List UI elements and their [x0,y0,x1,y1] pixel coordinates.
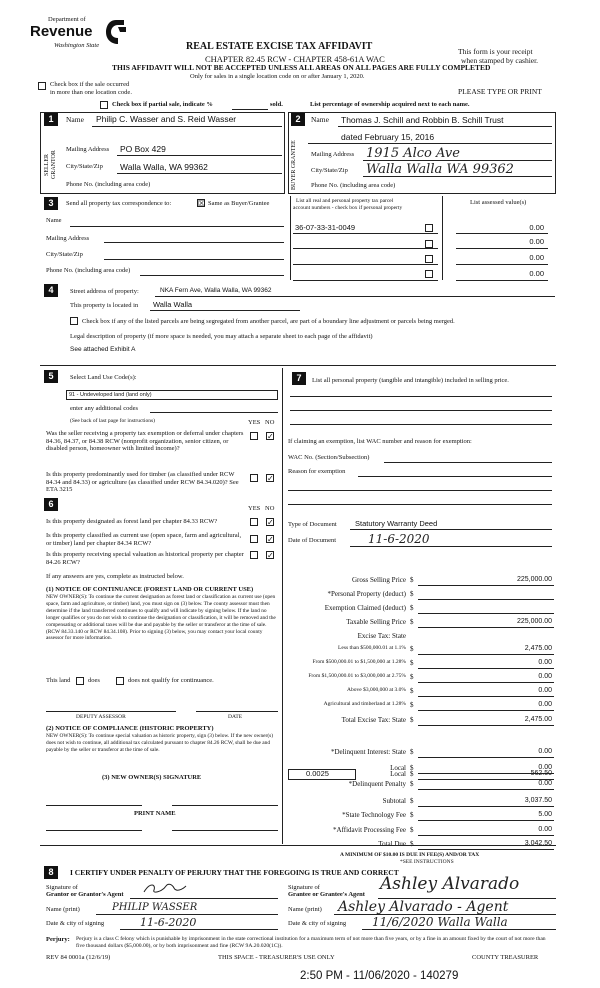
tax-row-value[interactable]: 225,000.00 [516,618,552,625]
s1-phone-label: Phone No. (including area code) [66,181,151,188]
s6-new-owner-sig: (3) NEW OWNER(S) SIGNATURE [102,774,202,781]
s5-land-use-label: Select Land Use Code(s): [70,374,137,381]
s6-print-line-b [172,830,278,831]
tax-row-label: *Delinquent Penalty [348,780,406,788]
s5-additional-line [150,412,278,413]
parcel-value-4[interactable]: 0.00 [529,269,544,278]
s7-reason-label: Reason for exemption [288,468,346,475]
s6-sig-line-b [172,805,278,806]
s1-city-label: City/State/Zip [66,163,103,170]
partial-sale-line [232,109,268,110]
tax-row-value[interactable]: 5.00 [538,811,552,818]
s6-does-checkbox[interactable] [76,677,84,685]
tax-row-label: Local [390,764,406,772]
s8-sig-grantor-label-2: Grantor or Grantor's Agent [46,891,124,898]
buyer-grantee-label: BUYER GRANTEE [291,140,297,190]
s8-grantee-date[interactable]: 11/6/2020 Walla Walla [372,915,508,929]
tax-row-label: Taxable Selling Price [346,618,406,626]
s5-q2-no-checkbox[interactable]: ✓ [267,474,274,483]
dollar-sign: $ [410,840,414,848]
dollar-sign: $ [410,797,414,805]
s8-sig-grantee-label-1: Signature of [288,884,320,891]
dollar-sign: $ [410,764,414,772]
s5-q1-no-checkbox[interactable]: ✓ [267,432,274,441]
s6-deputy-label: DEPUTY ASSESSOR [76,714,126,720]
parcel-line-3 [293,264,438,265]
value-line-3 [456,264,548,265]
s8-grantee-signature[interactable]: Ashley Alvarado [380,874,520,894]
dollar-sign: $ [410,687,414,695]
s6-does-not-checkbox[interactable] [116,677,124,685]
tax-row-line [418,627,554,628]
s8-grantor-name[interactable]: PHILIP WASSER [112,902,198,913]
s6-deputy-line [46,711,176,712]
s1-name-line [92,126,282,127]
s3-parcel-header-1: List all real and personal property tax parcel [296,198,394,204]
warning-banner: THIS AFFIDAVIT WILL NOT BE ACCEPTED UNLESS ALL AREAS ON ALL PAGES ARE FULLY COMPLETED [112,63,491,72]
parcel-personal-checkbox-1[interactable] [425,224,433,232]
tax-row-label: Subtotal [382,797,406,805]
parcel-value-2[interactable]: 0.00 [529,237,544,246]
s4-legal-value[interactable]: See attached Exhibit A [70,346,136,353]
s7-line-3 [290,424,552,425]
perjury-text: Perjury is a class C felony which is punishable by imprisonment in the state correctional institution for a maximum term of not more than five years, or by a fine in an amount fixed by the court of not more than five thousand dollars ($5,000.00), or by both imprisonment and fine (RCW 9A.20.020(1C)). [76,936,546,949]
tax-row-label: Agricultural and timberland at 1.28% [323,701,406,707]
s8-date-place-label: Date & city of signing [46,920,105,927]
dollar-sign: $ [410,590,414,598]
receipt-note-2: when stamped by cashier. [461,56,539,65]
s1-name-value[interactable]: Philip C. Wasser and S. Reid Wasser [96,114,237,124]
dollar-sign: $ [410,673,414,681]
s6-q1-yes-checkbox[interactable] [250,518,258,526]
parcel-value-3[interactable]: 0.00 [529,253,544,262]
form-subtitle: CHAPTER 82.45 RCW - CHAPTER 458-61A WAC [205,54,385,64]
s6-notice2-title: (2) NOTICE OF COMPLIANCE (HISTORIC PROPERTY) [46,725,214,732]
s6-does: does [88,677,100,684]
tax-row-value[interactable]: 225,000.00 [516,576,552,583]
receipt-stamp: 2:50 PM - 11/06/2020 - 140279 [300,970,459,982]
s8-grantee-date-line [362,929,556,930]
tax-row-line [418,613,554,614]
dollar-sign: $ [410,576,414,584]
s1-city-value[interactable]: Walla Walla, WA 99362 [120,162,208,172]
s7-doc-type-line [350,529,552,530]
land-use-value: 91 - Undeveloped land (land only) [69,392,152,398]
s7-personal-property: List all personal property (tangible and intangible) included in selling price. [312,377,509,384]
s7-doc-type-value[interactable]: Statutory Warranty Deed [355,519,438,528]
tax-row-line [418,806,554,807]
s8-grantee-name[interactable]: Ashley Alvarado - Agent [338,899,509,915]
s2-city-value[interactable]: Walla Walla WA 99362 [366,162,514,177]
s3-city-label: City/State/Zip [46,251,83,258]
tax-row-line [418,849,554,850]
section-2-number: 2 [291,113,305,126]
s6-q3-no-checkbox[interactable]: ✓ [267,551,274,560]
ownership-note: List percentage of ownership acquired next to each name. [310,101,470,108]
dollar-sign: $ [410,826,414,834]
dollar-sign: $ [410,716,414,724]
tax-row-value[interactable]: 0.00 [538,826,552,833]
s3-name-label: Name [46,217,62,224]
multi-location-checkbox[interactable] [38,82,46,90]
s5-q2: Is this property predominantly used for timber (as classified under RCW 84.34 and 84.33) or agriculture (as classified under RCW 84.34.020)? See ETA 3215 [46,471,239,493]
tax-row-label: *Personal Property (deduct) [327,590,406,598]
s6-q1: Is this property designated as forest land per chapter 84.33 RCW? [46,518,218,525]
tax-row-label: Exemption Claimed (deduct) [324,604,406,612]
s6-does-not: does not qualify for continuance. [128,677,214,684]
partial-sale-checkbox[interactable] [100,101,108,109]
parcel-account-1[interactable]: 36-07-33-31-0049 [295,223,356,232]
tax-row-label: Excise Tax: State [357,632,406,640]
s7-reason-line-2 [288,490,552,491]
s6-no-header: NO [265,505,275,512]
multi-location-label-b: in more than one location code. [50,89,132,96]
s6-this-land: This land [46,677,71,684]
s4-located-label: This property is located in [70,302,139,309]
tax-row-value[interactable]: 0.00 [538,673,552,680]
s6-date-label: DATE [228,714,243,720]
s1-name-label: Name [66,115,84,124]
s6-print-line-a [46,830,142,831]
s5-q1-yes-checkbox[interactable] [250,432,258,440]
tax-see-instructions: *SEE INSTRUCTIONS [400,859,454,865]
s8-sig-grantor-label-1: Signature of [46,884,78,891]
s7-line-1 [290,396,552,397]
tax-row-label: From $1,500,000.01 to $3,000,000 at 2.75% [308,673,406,679]
tax-row-line [418,696,554,697]
s7-exemption-label: If claiming an exemption, list WAC number and reason for exemption: [288,438,472,445]
value-line-1 [456,233,548,234]
tax-row-label: Total Excise Tax: State [341,716,406,724]
dollar-sign: $ [410,618,414,626]
s6-notice2-body: NEW OWNER(S): To continue special valuation as historic property, sign (3) below. If the new owner(s) does not wish to continue, all additional tax calculated pursuant to chapter 84.26 RCW, shall be due and payable by the seller or transferor at the time of sale. [46,733,274,753]
grantor-signature-scribble [140,880,190,896]
tax-row-value[interactable]: 3,037.50 [524,797,552,804]
dollar-sign: $ [410,604,414,612]
tax-row-line [418,789,554,790]
s2-city-label: City/State/Zip [311,167,348,174]
s6-q2: Is this property classified as current use (open space, farm and agricultural, or timber) land per chapter 84.34 RCW? [46,532,242,547]
s3-parcel-header-2: account numbers - check box if personal property [293,205,403,211]
s2-name-label: Name [311,115,329,124]
tax-row-line [418,668,554,669]
s2-phone-label: Phone No. (including area code) [311,182,396,189]
footer-space: THIS SPACE - TREASURER'S USE ONLY [218,954,335,961]
partial-sale-label: Check box if partial sale, indicate % [112,101,213,108]
s1-mailing-value[interactable]: PO Box 429 [120,144,166,154]
receipt-note-1: This form is your receipt [458,47,533,56]
s5-see-back: (See back of last page for instructions) [70,418,155,424]
s2-name-value-2[interactable]: dated February 15, 2016 [341,132,435,142]
section-1-number: 1 [44,113,58,126]
tax-row-value[interactable]: 0.00 [538,748,552,755]
s8-grantor-name-line [96,914,278,915]
s4-street-line [155,296,555,297]
tax-row-label: From $500,000.01 to $1,500,000 at 1.28% [312,659,406,665]
tax-row-line [418,585,554,586]
sold-label: sold. [270,101,283,108]
dollar-sign: $ [410,659,414,667]
multi-location-label-a: Check box if the sale occurred [50,81,130,88]
tax-row-label: Above $3,000,000 at 3.0% [347,687,406,693]
section-5-number: 5 [44,370,58,383]
dollar-sign: $ [410,770,414,778]
s7-reason-line-3 [288,504,552,505]
s3-city-line [104,259,284,260]
s3-phone-line [140,275,284,276]
section-4-number: 4 [44,284,58,297]
s8-name-print-label: Name (print) [46,906,80,913]
s7-doc-date-label: Date of Document [288,537,337,544]
s8-grantee-date-label: Date & city of signing [288,920,347,927]
s2-mailing-value[interactable]: 1915 Alco Ave [366,146,460,161]
logo-emblem-icon [104,18,128,46]
s4-legal-label: Legal description of property (if more space is needed, you may attach a separate sheet to each page of the affidavit) [70,333,373,340]
s5-additional-label: enter any additional codes [70,405,139,412]
s8-top-line [40,845,556,846]
s6-yes-header: YES [248,505,261,512]
tax-row-value[interactable]: 0.00 [538,780,552,787]
tax-row-line [418,710,554,711]
s5-no-header: NO [265,419,275,426]
s3-name-line [70,226,284,227]
s7-wac-line [384,462,552,463]
s3-divider-b [442,196,443,280]
s4-bottom-line [40,365,556,366]
parcel-personal-checkbox-3[interactable] [425,255,433,263]
s1-mailing-line [117,155,282,156]
s6-q3-yes-checkbox[interactable] [250,551,258,559]
s5-yes-header: YES [248,419,261,426]
tax-row-value[interactable]: 0.00 [538,659,552,666]
dollar-sign: $ [410,701,414,709]
s3-assessed-header: List assessed value(s) [470,199,527,206]
s3-mailing-label: Mailing Address [46,235,90,242]
tax-row-value[interactable]: 3,042.50 [524,840,552,847]
footer-treasurer: COUNTY TREASURER [472,954,539,961]
section-3-number: 3 [44,197,58,210]
tax-row-value[interactable]: 2,475.00 [524,716,552,723]
parcel-personal-checkbox-4[interactable] [425,270,433,278]
tax-row-line [418,773,554,774]
dollar-sign: $ [410,748,414,756]
value-line-4 [456,280,548,281]
parcel-line-2 [293,248,438,249]
s6-date-line [196,711,278,712]
local-rate-value: 0.0025 [306,769,329,778]
dollar-sign: $ [410,645,414,653]
s3-same-as-label: Same as Buyer/Grantee [208,200,270,207]
s8-grantor-date[interactable]: 11-6-2020 [140,916,197,929]
s7-line-2 [290,410,552,411]
s8-certify: I CERTIFY UNDER PENALTY OF PERJURY THAT THE FOREGOING IS TRUE AND CORRECT [70,868,399,877]
s7-doc-type-label: Type of Document [288,521,337,528]
s6-notice1-body: NEW OWNER(S): To continue the current designation as forest land or classification as current use (open space, farm and agriculture, or timber) land, you must sign on (3) below. The county assessor must then determine if the land transferred continues to qualify and will indicate by signing below. If the land no longer qualifies or you do not wish to continue the designation or classification, it will be removed and the compensating or additional taxes will be due and payable by the seller or transferor at the time of sale. (RCW 84.33.140 or RCW 84.34.108). Prior to signing (3) below, you may contact your local county assessor for more information. [46,594,276,642]
footer-rev: REV 84 0001a (12/6/19) [46,954,111,961]
s3-name-line-2 [104,242,284,243]
tax-row-line [418,835,554,836]
type-or-print: PLEASE TYPE OR PRINT [458,87,542,96]
s5-q2-yes-checkbox[interactable] [250,474,258,482]
tax-minimum-note: A MINIMUM OF $10.00 IS DUE IN FEE(S) AND/OR TAX [340,852,480,858]
s6-if-yes: If any answers are yes, complete as instructed below. [46,573,184,580]
s7-doc-date-value[interactable]: 11-6-2020 [368,532,430,546]
s2-city-line [363,176,552,177]
tax-row-label: *Delinquent Interest: State [330,748,406,756]
section-6-number: 6 [44,498,58,511]
logo-state: Washington State [54,42,100,49]
s6-q2-no-checkbox[interactable]: ✓ [267,535,274,544]
s4-located-value[interactable]: Walla Walla [153,300,193,309]
same-as-buyer-checkbox[interactable]: ☒ [198,199,206,208]
s2-name-line-2 [308,143,552,144]
tax-row-line [418,599,554,600]
s4-street-label: Street address of property: [70,288,139,295]
s1-city-line [117,173,282,174]
tax-row-value[interactable]: 0.00 [538,701,552,708]
perjury-label: Perjury: [46,936,70,943]
s2-mailing-line [363,160,552,161]
location-note: Only for sales in a single location code on or after January 1, 2020. [190,73,365,80]
dollar-sign: $ [410,780,414,788]
s3-send-label: Send all property tax correspondence to: [66,200,172,207]
s1-mailing-label: Mailing Address [66,146,110,153]
s7-wac-label: WAC No. (Section/Subsection) [288,454,370,461]
parcel-line-4 [293,280,438,281]
parcel-line-1 [293,233,438,234]
dor-logo [30,16,130,66]
parcel-personal-checkbox-2[interactable] [425,240,433,248]
s6-sig-line-a [46,805,142,806]
s8-sig-grantee-label-2: Grantee or Grantee's Agent [288,891,365,898]
tax-row-line [418,725,554,726]
tax-row-value[interactable]: 0.00 [538,687,552,694]
tax-row-line [418,654,554,655]
s6-print-name: PRINT NAME [134,810,176,817]
tax-row-label: Less than $500,000.01 at 1.1% [338,645,406,651]
tax-row-value[interactable]: 2,475.00 [524,645,552,652]
s5-q1: Was the seller receiving a property tax exemption or deferral under chapters 84.36, 84.37, or 84.38 RCW (nonprofit organization, senior citizen, or disabled person, homeowner with limited income)? [46,430,244,452]
s7-doc-date-line [350,546,552,547]
s6-q3: Is this property receiving special valuation as historical property per chapter 84.26 RCW? [46,551,244,566]
value-line-2 [456,248,548,249]
tax-row-label: *State Technology Fee [342,811,406,819]
s8-grantor-sig-line [130,898,278,899]
s3-phone-label: Phone No. (including area code) [46,267,131,274]
tax-row-label: Local [390,770,406,778]
parcel-value-1[interactable]: 0.00 [529,223,544,232]
form-title: REAL ESTATE EXCISE TAX AFFIDAVIT [186,41,373,52]
s7-reason-line [358,476,552,477]
logo-dept-line: Department of [48,16,86,23]
s8-grantee-name-label: Name (print) [288,906,322,913]
tax-row-label: *Affidavit Processing Fee [333,826,406,834]
tax-row-line [418,682,554,683]
s4-street-value[interactable]: NKA Fern Ave, Walla Walla, WA 99362 [160,287,272,294]
tax-row-value[interactable]: 562.50 [530,770,552,777]
tax-row-label: Gross Selling Price [351,576,406,584]
s2-mailing-label: Mailing Address [311,151,355,158]
logo-revenue: Revenue [30,23,93,40]
s2-name-line [338,126,552,127]
dollar-sign: $ [410,811,414,819]
s8-grantor-date-line [120,929,278,930]
s4-segregated-label: Check box if any of the listed parcels are being segregated from another parcel, are part of a boundary line adjustment or parcels being merged. [82,318,455,325]
tax-row-value[interactable]: 0.00 [538,764,552,771]
s3-divider-a [290,196,291,280]
section-8-number: 8 [44,866,58,879]
tax-row-line [418,820,554,821]
s2-name-value[interactable]: Thomas J. Schill and Robbin B. Schill Trust [341,115,504,125]
s6-q1-no-checkbox[interactable]: ✓ [267,518,274,527]
s4-located-line [150,310,300,311]
seller-grantor-label: SELLER GRANTOR [44,150,57,180]
tax-row-label: Total Due [378,840,406,848]
segregated-checkbox[interactable] [70,317,78,325]
s6-notice1-title: (1) NOTICE OF CONTINUANCE (FOREST LAND OR CURRENT USE) [46,586,254,593]
section-7-number: 7 [292,372,306,385]
tax-row-line [418,757,554,758]
s6-q2-yes-checkbox[interactable] [250,535,258,543]
